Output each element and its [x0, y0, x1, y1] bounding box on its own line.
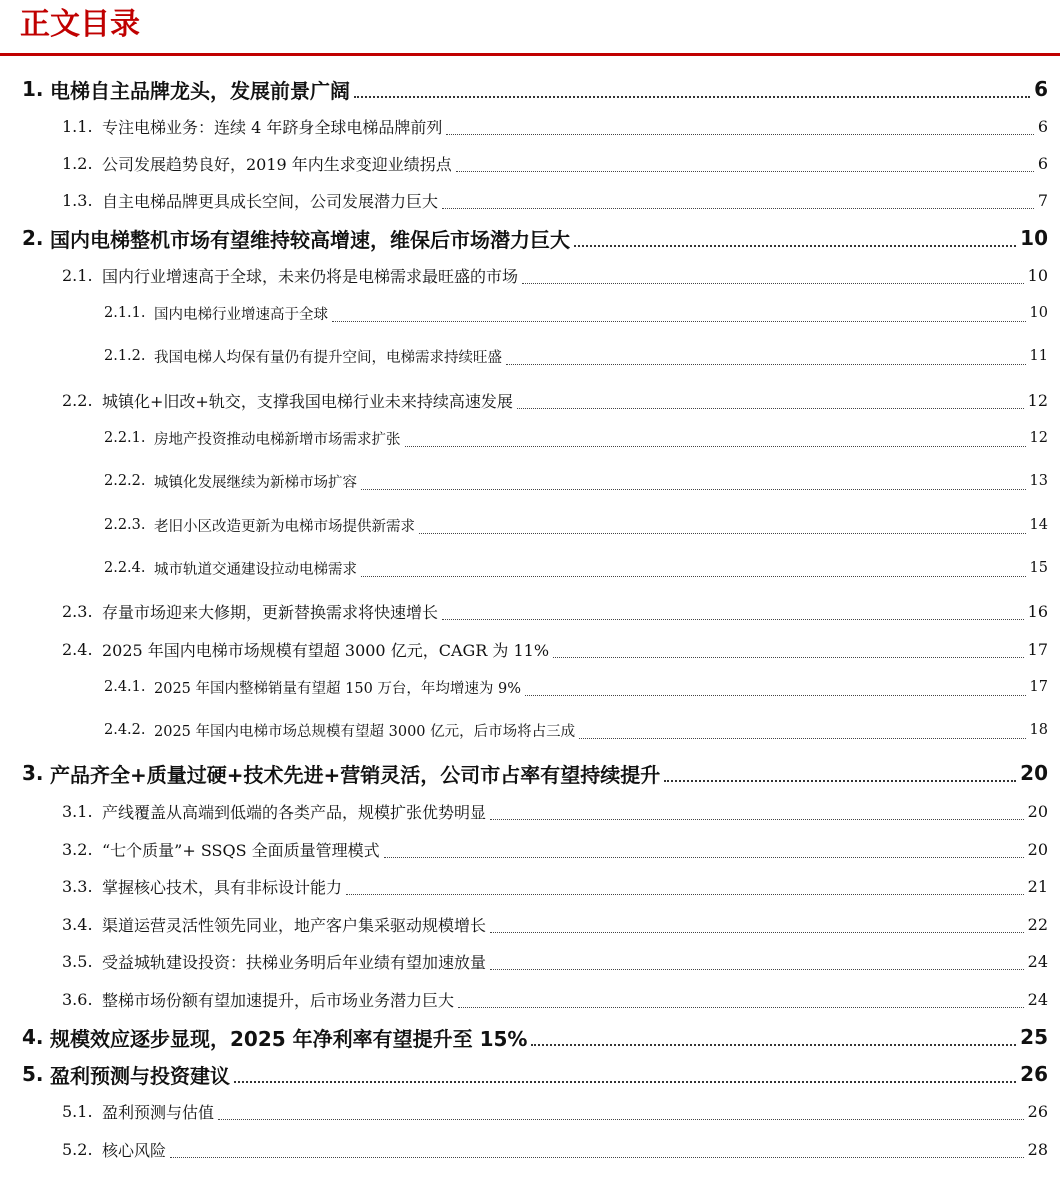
toc-leader-dots — [574, 245, 1016, 247]
toc-entry[interactable] — [0, 832, 1060, 866]
toc-leader-dots — [419, 533, 1026, 534]
toc-entry-number: 3.5. — [62, 951, 93, 971]
toc-entry-title: 存量市场迎来大修期，更新替换需求将快速增长 — [102, 602, 439, 622]
toc-entry-page: 20 — [1027, 839, 1048, 859]
toc-leader-dots — [405, 446, 1026, 447]
toc-entry-number: 3. — [22, 761, 44, 785]
toc-entry-page: 22 — [1027, 914, 1048, 934]
toc-entry-number: 2.2.2. — [104, 473, 146, 489]
toc-entry-number: 2.1.1. — [104, 305, 146, 321]
toc-entry-title: 电梯自主品牌龙头，发展前景广阔 — [50, 78, 350, 103]
toc-leader-dots — [490, 969, 1024, 970]
toc-entry[interactable] — [0, 794, 1060, 828]
toc-entry-title: 受益城轨建设投资：扶梯业务明后年业绩有望加速放量 — [102, 952, 487, 972]
toc-entry-page: 25 — [1020, 1025, 1048, 1049]
toc-entry-number: 2.2. — [62, 390, 93, 410]
toc-entry-number: 4. — [22, 1025, 44, 1049]
toc-entry[interactable] — [0, 982, 1060, 1016]
toc-entry-number: 2.2.4. — [104, 560, 146, 576]
toc-leader-dots — [664, 780, 1016, 782]
toc-leader-dots — [361, 576, 1026, 577]
toc-entry-title: 国内电梯整机市场有望维持较高增速，维保后市场潜力巨大 — [50, 227, 570, 252]
toc-entry[interactable] — [0, 1094, 1060, 1128]
toc-entry-title: 国内电梯行业增速高于全球 — [154, 306, 328, 323]
toc-leader-dots — [361, 489, 1026, 490]
toc-entry[interactable] — [0, 296, 1060, 330]
toc-entry-page: 26 — [1020, 1062, 1048, 1086]
toc-entry[interactable] — [0, 907, 1060, 941]
toc-entry-title: 产品齐全+质量过硬+技术先进+营销灵活，公司市占率有望持续提升 — [50, 762, 661, 787]
toc-entry-number: 2.2.1. — [104, 430, 146, 446]
toc-entry-number: 2.4.2. — [104, 722, 146, 738]
toc-entry-title: 城镇化发展继续为新梯市场扩容 — [154, 474, 357, 491]
toc-entry[interactable] — [0, 383, 1060, 417]
toc-entry[interactable] — [0, 339, 1060, 373]
toc-entry-number: 2.4.1. — [104, 679, 146, 695]
toc-entry-title: 2025 年国内整梯销量有望超 150 万台，年均增速为 9% — [154, 680, 522, 697]
toc-entry-page: 6 — [1037, 153, 1048, 173]
toc-entry-page: 26 — [1027, 1101, 1048, 1121]
toc-leader-dots — [442, 619, 1024, 620]
toc-entry-title: 老旧小区改造更新为电梯市场提供新需求 — [154, 518, 415, 535]
heading-rule — [0, 53, 1060, 56]
toc-entry[interactable] — [0, 944, 1060, 978]
toc-entry-page: 28 — [1027, 1139, 1048, 1159]
toc-entry[interactable] — [0, 594, 1060, 628]
toc-leader-dots — [531, 1044, 1016, 1046]
toc-entry[interactable] — [0, 632, 1060, 666]
toc-entry-page: 13 — [1029, 473, 1048, 489]
toc-entry[interactable] — [0, 183, 1060, 217]
toc-entry-number: 2.3. — [62, 601, 93, 621]
toc-entry-page: 20 — [1020, 761, 1048, 785]
toc-leader-dots — [553, 657, 1024, 658]
toc-entry-title: “七个质量”+ SSQS 全面质量管理模式 — [102, 840, 380, 860]
toc-entry-title: 城镇化+旧改+轨交，支撑我国电梯行业未来持续高速发展 — [102, 391, 513, 411]
toc-leader-dots — [506, 364, 1026, 365]
toc-entry-title: 自主电梯品牌更具成长空间，公司发展潜力巨大 — [102, 191, 439, 211]
toc-leader-dots — [442, 208, 1034, 209]
toc-entry[interactable] — [0, 1132, 1060, 1166]
toc-entry-page: 10 — [1027, 265, 1048, 285]
toc-leader-dots — [446, 134, 1033, 135]
toc-entry-page: 10 — [1029, 305, 1048, 321]
toc-entry-number: 3.6. — [62, 989, 93, 1009]
toc-entry[interactable] — [0, 670, 1060, 704]
toc-entry-page: 12 — [1027, 390, 1048, 410]
toc-entry[interactable] — [0, 1057, 1060, 1091]
toc-entry-number: 2.1.2. — [104, 348, 146, 364]
toc-leader-dots — [170, 1157, 1024, 1158]
toc-entry-page: 17 — [1027, 639, 1048, 659]
toc-entry-number: 3.1. — [62, 801, 93, 821]
toc-entry-page: 24 — [1027, 989, 1048, 1009]
toc-entry-title: 城市轨道交通建设拉动电梯需求 — [154, 561, 357, 578]
toc-entry[interactable] — [0, 146, 1060, 180]
toc-entry-number: 3.3. — [62, 876, 93, 896]
toc-entry-title: 核心风险 — [102, 1140, 167, 1160]
toc-entry-number: 1.3. — [62, 190, 93, 210]
toc-entry-page: 18 — [1029, 722, 1048, 738]
toc-entry-page: 15 — [1029, 560, 1048, 576]
toc-entry-number: 2.4. — [62, 639, 93, 659]
toc-entry[interactable] — [0, 464, 1060, 498]
toc-entry-page: 20 — [1027, 801, 1048, 821]
toc-entry-number: 2.1. — [62, 265, 93, 285]
toc-entry[interactable] — [0, 421, 1060, 455]
toc-entry[interactable] — [0, 551, 1060, 585]
toc-leader-dots — [522, 283, 1024, 284]
toc-leader-dots — [525, 695, 1026, 696]
toc-entry[interactable] — [0, 72, 1060, 106]
toc-entry-title: 专注电梯业务：连续 4 年跻身全球电梯品牌前列 — [102, 117, 443, 137]
toc-entry[interactable] — [0, 508, 1060, 542]
toc-entry-title: 国内行业增速高于全球，未来仍将是电梯需求最旺盛的市场 — [102, 266, 519, 286]
toc-entry-page: 7 — [1037, 190, 1048, 210]
toc-leader-dots — [218, 1119, 1024, 1120]
toc-leader-dots — [490, 819, 1024, 820]
toc-entry-title: 我国电梯人均保有量仍有提升空间，电梯需求持续旺盛 — [154, 349, 502, 366]
toc-entry-title: 2025 年国内电梯市场规模有望超 3000 亿元，CAGR 为 11% — [102, 640, 550, 660]
toc-entry-page: 17 — [1029, 679, 1048, 695]
toc-entry-title: 盈利预测与投资建议 — [50, 1063, 230, 1088]
toc-entry-page: 14 — [1029, 517, 1048, 533]
toc-leader-dots — [234, 1081, 1016, 1083]
toc-entry[interactable] — [0, 221, 1060, 255]
toc-leader-dots — [384, 857, 1024, 858]
toc-entry-number: 1. — [22, 77, 44, 101]
toc-entry-number: 2.2.3. — [104, 517, 146, 533]
toc-entry-page: 6 — [1034, 77, 1048, 101]
toc-entry[interactable] — [0, 258, 1060, 292]
toc-entry-number: 2. — [22, 226, 44, 250]
toc-entry-page: 11 — [1029, 348, 1048, 364]
toc-entry[interactable] — [0, 109, 1060, 143]
toc-entry-page: 10 — [1020, 226, 1048, 250]
toc-entry-page: 24 — [1027, 951, 1048, 971]
toc-entry-title: 规模效应逐步显现，2025 年净利率有望提升至 15% — [50, 1026, 528, 1051]
toc-entry-number: 1.1. — [62, 116, 93, 136]
toc-leader-dots — [456, 171, 1034, 172]
toc-entry[interactable] — [0, 756, 1060, 790]
toc-entry-number: 5. — [22, 1062, 44, 1086]
toc-entry[interactable] — [0, 713, 1060, 747]
toc-entry-title: 产线覆盖从高端到低端的各类产品，规模扩张优势明显 — [102, 802, 487, 822]
toc-leader-dots — [458, 1007, 1024, 1008]
toc-entry-number: 5.2. — [62, 1139, 93, 1159]
toc-leader-dots — [517, 408, 1024, 409]
toc-leader-dots — [332, 321, 1026, 322]
toc-entry-title: 渠道运营灵活性领先同业，地产客户集采驱动规模增长 — [102, 915, 487, 935]
toc-entry-title: 公司发展趋势良好，2019 年内生求变迎业绩拐点 — [102, 154, 452, 174]
toc-entry-number: 3.2. — [62, 839, 93, 859]
toc-entry-page: 21 — [1027, 876, 1048, 896]
toc-entry[interactable] — [0, 1020, 1060, 1054]
toc-entry[interactable] — [0, 869, 1060, 903]
toc-entry-number: 1.2. — [62, 153, 93, 173]
toc-entry-page: 16 — [1027, 601, 1048, 621]
toc-entry-page: 12 — [1029, 430, 1048, 446]
toc-leader-dots — [354, 96, 1030, 98]
toc-entry-title: 掌握核心技术，具有非标设计能力 — [102, 877, 343, 897]
toc-entry-title: 房地产投资推动电梯新增市场需求扩张 — [154, 431, 401, 448]
toc-entry-number: 5.1. — [62, 1101, 93, 1121]
toc-entry-title: 盈利预测与估值 — [102, 1102, 215, 1122]
toc-heading: 正文目录 — [20, 7, 140, 42]
toc-entry-title: 整梯市场份额有望加速提升，后市场业务潜力巨大 — [102, 990, 455, 1010]
toc-leader-dots — [490, 932, 1024, 933]
toc-entry-title: 2025 年国内电梯市场总规模有望超 3000 亿元，后市场将占三成 — [154, 723, 576, 740]
toc-leader-dots — [579, 738, 1025, 739]
toc-leader-dots — [346, 894, 1024, 895]
toc-entry-number: 3.4. — [62, 914, 93, 934]
toc-entry-page: 6 — [1037, 116, 1048, 136]
